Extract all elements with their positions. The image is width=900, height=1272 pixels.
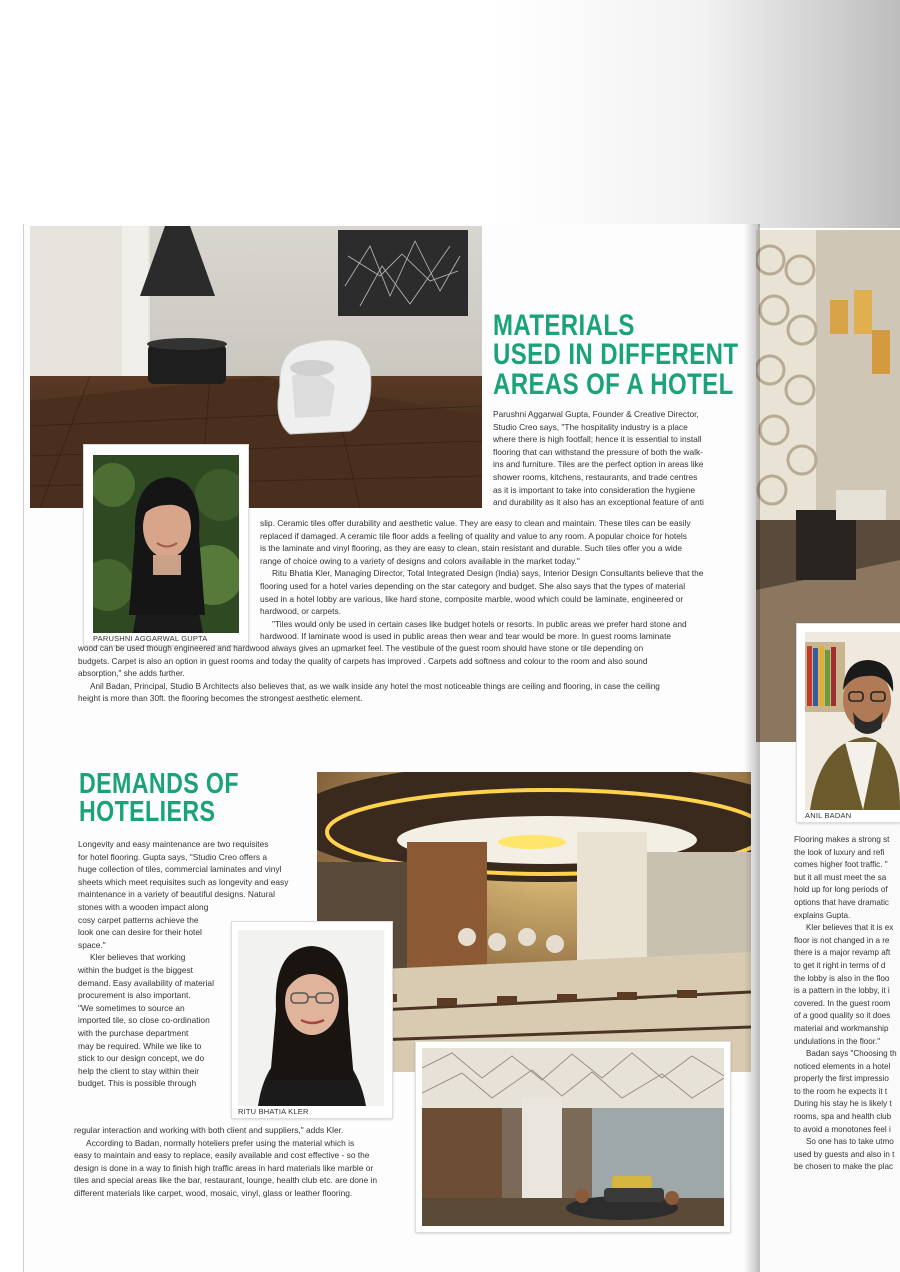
article1-mid-text	[260, 517, 722, 643]
text-line: material and workmanship	[794, 1023, 889, 1033]
text-line: According to Badan, normally hoteliers prefer using the material which is	[86, 1137, 355, 1148]
text-line: easy to maintain and easy to replace, easily available and cost effective - so the	[74, 1150, 370, 1161]
text-line: hardwood, or carpets.	[260, 606, 342, 617]
text-line: "Tiles would only be used in certain cases like budget hotels or resorts. In public areas we prefer hard stone and	[272, 618, 687, 629]
text-line: covered. In the guest room	[794, 998, 891, 1008]
text-line: hardwood. If laminate wood is used in public areas then wear and tear would be more. In guest rooms laminate	[260, 631, 672, 642]
text-line: sheets which meet requisites such as longevity and easy	[78, 876, 289, 887]
text-line: slip. Ceramic tiles offer durability and aesthetic value. They are easy to clean and maintain. These tiles can be easily	[260, 518, 691, 528]
text-line: help the client to stay within their	[78, 1065, 200, 1076]
text-line: properly the first impressio	[794, 1074, 889, 1084]
text-line: with the purchase department	[78, 1027, 189, 1038]
text-line: to the room he expects it t	[794, 1086, 888, 1096]
text-line: Kler believes that it is ex	[806, 923, 894, 933]
text-line: be chosen to make the plac	[794, 1162, 893, 1172]
text-line: but it all must meet the sa	[794, 872, 887, 882]
text-line: budgets. Carpet is also an option in guest rooms and today the quality of carpets has improved . Carpets add softness and colour to the room and also sound	[78, 656, 648, 666]
text-line: where there is high footfall; hence it is essential to install	[493, 434, 702, 445]
heading-materials	[493, 311, 738, 399]
text-line: So one has to take utmo	[806, 1137, 894, 1147]
text-line: noticed elements in a hotel	[794, 1061, 891, 1071]
text-line: maintenance in a variety of beautiful designs. Natural	[78, 889, 275, 900]
text-line: rooms, spa and health club	[794, 1112, 892, 1122]
ritu-caption: RITU BHATIA KLER	[238, 1107, 309, 1116]
heading-line: MATERIALS	[493, 309, 635, 342]
heading-line: AREAS OF A HOTEL	[493, 367, 734, 401]
text-line: may be required. While we like to	[78, 1040, 202, 1051]
article2-bottom-text	[74, 1124, 414, 1200]
text-line: flooring used for a hotel varies depending on the star category and budget. She also says that the types of material	[260, 580, 686, 591]
text-line: for hotel flooring. Gupta says, "Studio Creo offers a	[78, 851, 268, 862]
article1-narrow-text	[493, 408, 725, 509]
anil-photo	[805, 632, 900, 810]
atrium-photo-frame	[416, 1042, 730, 1232]
heading-demands	[79, 770, 239, 827]
text-line: to avoid a monotones feel i	[794, 1124, 891, 1134]
text-line: the look of luxury and refi	[794, 847, 885, 857]
text-line: absorption," she adds further.	[78, 669, 185, 679]
text-line: comes higher foot traffic. "	[794, 860, 888, 870]
text-line: there is a major revamp aft	[794, 948, 891, 958]
parushni-caption: PARUSHNI AGGARWAL GUPTA	[93, 634, 208, 643]
anil-portrait-frame	[797, 624, 900, 822]
text-line: Ritu Bhatia Kler, Managing Director, Total Integrated Design (India) says, Interior Design Consultants believe that the	[272, 568, 704, 579]
text-line: stick to our design concept, we do	[78, 1053, 205, 1064]
text-line: Kler believes that working	[90, 952, 186, 963]
parushni-portrait-frame	[84, 445, 248, 645]
text-line: Badan says "Choosing th	[806, 1049, 897, 1059]
scan-background	[0, 0, 900, 228]
article2-narrow-text	[78, 901, 238, 1090]
article1-wide-text	[78, 643, 728, 706]
text-line: explains Gupta.	[794, 910, 851, 920]
text-line: options that have dramatic	[794, 897, 889, 907]
text-line: hold up for long periods of	[794, 885, 888, 895]
text-line: as it is important to take into consideration the hygiene	[493, 484, 696, 495]
text-line: the lobby is also in the floo	[794, 973, 890, 983]
text-line: demand. Easy availability of material	[78, 977, 214, 988]
text-line: range of choice owing to a variety of designs and colors available in the market today."	[260, 555, 580, 566]
ritu-photo	[238, 930, 384, 1106]
text-line: Parushni Aggarwal Gupta, Founder & Creative Director,	[493, 409, 699, 419]
ritu-portrait-frame	[232, 922, 392, 1118]
anil-caption: ANIL BADAN	[805, 811, 852, 820]
text-line: stones with a wooden impact along	[78, 902, 209, 912]
text-line: Longevity and easy maintenance are two requisites	[78, 839, 269, 849]
heading-line: DEMANDS OF	[79, 768, 239, 800]
text-line: height is more than 30ft. the flooring becomes the strongest aesthetic element.	[78, 694, 363, 704]
parushni-photo	[93, 455, 239, 633]
text-line: huge collection of tiles, commercial laminates and vinyl	[78, 864, 282, 875]
text-line: replaced if damaged. A ceramic tile floor adds a feeling of quality and value to any room. A popular choice for hotels	[260, 530, 687, 541]
text-line: and durability as it also has an exceptional feature of anti	[493, 497, 704, 508]
heading-line: USED IN DIFFERENT	[493, 338, 739, 372]
text-line: budget. This is possible through	[78, 1078, 197, 1089]
text-line: wood can be used though engineered and hardwood always gives an upmarket feel. The vestibule of the guest room should have stone or tile depending on	[78, 644, 644, 653]
text-line: procurement is also important.	[78, 990, 191, 1001]
text-line: imported tile, so close co-ordination	[78, 1015, 210, 1026]
text-line: used in a hotel lobby are various, like hard stone, composite marble, wood which could be laminate, engineered or	[260, 593, 684, 604]
text-line: undulations in the floor."	[794, 1036, 881, 1046]
text-line: space."	[78, 939, 106, 950]
text-line: within the budget is the biggest	[78, 964, 194, 975]
heading-line: HOTELIERS	[79, 796, 216, 829]
text-line: is the laminate and vinyl flooring, as they are easy to clean, stain resistant and durable. Such tiles offer you a wide	[260, 543, 683, 554]
text-line: is a pattern in the lobby, it i	[794, 986, 890, 996]
text-line: "We sometimes to source an	[78, 1002, 185, 1013]
atrium-photo	[422, 1048, 724, 1226]
text-line: flooring that can withstand the pressure of both the walk-	[493, 446, 703, 457]
text-line: tiles and special areas like the bar, restaurant, lounge, health club etc. are done in	[74, 1175, 378, 1186]
text-line: of a good quality so it does	[794, 1011, 891, 1021]
text-line: floor is not changed in a re	[794, 935, 890, 945]
text-line: Studio Creo says, "The hospitality industry is a place	[493, 421, 688, 432]
text-line: cosy carpet patterns achieve the	[78, 914, 199, 925]
text-line: design is done in a way to finish high traffic areas in hard materials like marble or	[74, 1162, 374, 1173]
text-line: to get it right in terms of d	[794, 960, 886, 970]
right-column-text	[794, 834, 900, 1174]
text-line: ins and furniture. Tiles are the perfect option in areas like	[493, 459, 704, 470]
text-line: used by guests and also in t	[794, 1149, 895, 1159]
text-line: During his stay he is likely t	[794, 1099, 892, 1109]
text-line: shower rooms, kitchens, restaurants, and trade centres	[493, 471, 698, 482]
text-line: Anil Badan, Principal, Studio B Architects also believes that, as we walk inside any hotel the most noticeable things are ceiling and flooring, in case the ceiling	[90, 681, 660, 691]
text-line: regular interaction and working with both client and suppliers," adds Kler.	[74, 1125, 344, 1135]
text-line: look one can desire for their hotel	[78, 927, 202, 938]
text-line: different materials like carpet, wood, mosaic, vinyl, glass or leather flooring.	[74, 1187, 353, 1198]
text-line: Flooring makes a strong st	[794, 835, 890, 844]
article2-full-text	[78, 838, 310, 901]
page-fold-shadow	[744, 224, 760, 1272]
